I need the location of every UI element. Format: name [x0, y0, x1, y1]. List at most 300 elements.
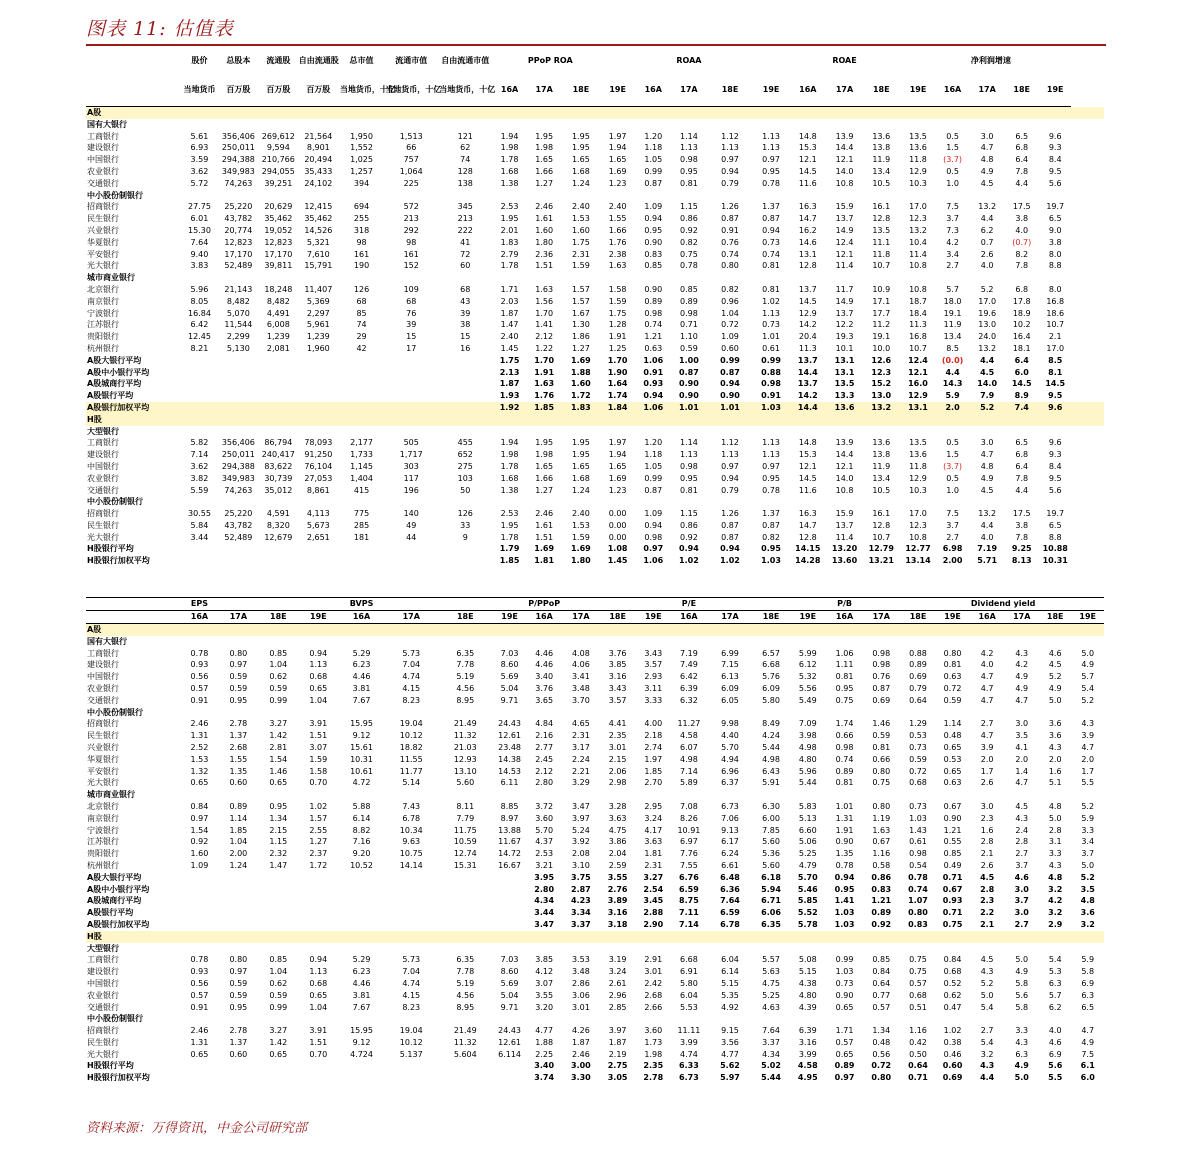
- value-cell: 5.53: [680, 1002, 698, 1012]
- value-cell: 4.5: [980, 485, 994, 495]
- value-cell: 0.57: [190, 990, 209, 1000]
- empty-cell: [1071, 237, 1104, 249]
- empty-cell: [635, 426, 672, 438]
- value-cell: 2.0: [1081, 754, 1095, 764]
- value-cell: 4.08: [571, 648, 590, 658]
- band-cell: [672, 624, 707, 636]
- value-cell: 13.1: [834, 355, 855, 365]
- value-cell: 1.02: [679, 556, 699, 566]
- value-cell: 3.63: [644, 837, 663, 847]
- value-cell: 0.95: [644, 225, 663, 235]
- band-cell: [218, 107, 259, 119]
- row-label: 光大银行: [87, 261, 119, 271]
- band-cell: [862, 414, 901, 426]
- value-cell: 0.83: [644, 249, 663, 259]
- header-top-cell: [86, 48, 181, 73]
- value-cell: 138: [457, 178, 473, 188]
- value-cell: 5.83: [798, 801, 817, 811]
- value-cell: 5.62: [720, 1061, 740, 1071]
- value-cell: [384, 555, 438, 567]
- value-cell: 0.75: [680, 249, 698, 259]
- section-label: 中小股份制银行: [87, 497, 143, 507]
- value-cell: 6.07: [680, 742, 698, 752]
- value-cell: 5.04: [500, 683, 519, 693]
- value-cell: 0.63: [943, 778, 962, 788]
- empty-cell: [259, 426, 298, 438]
- empty-cell: [339, 943, 384, 955]
- value-cell: 0.97: [721, 155, 739, 165]
- empty-cell: [218, 707, 259, 719]
- row-label: 华夏银行: [87, 237, 119, 247]
- value-cell: 1.85: [527, 402, 562, 414]
- value-cell: 11.9: [872, 461, 891, 471]
- value-cell: 5.80: [762, 695, 780, 705]
- value-cell: 1.95: [535, 131, 554, 141]
- value-cell: 6.59: [720, 908, 740, 918]
- row-label: 北京银行: [87, 801, 119, 811]
- value-cell: 7.14: [190, 450, 209, 460]
- value-cell: 5.9: [1081, 955, 1095, 965]
- empty-cell: [1071, 201, 1104, 213]
- empty-cell: [1071, 260, 1104, 272]
- value-cell: 72: [460, 249, 471, 259]
- value-cell: 83,622: [264, 461, 293, 471]
- header-sub-cell: 16A: [672, 611, 707, 624]
- figure-title: 图表 11: 估值表: [86, 18, 234, 40]
- empty-cell: [218, 496, 259, 508]
- value-cell: 4.7: [1081, 742, 1095, 752]
- empty-cell: [181, 636, 218, 648]
- value-cell: [438, 367, 492, 379]
- value-cell: 4.1: [1015, 742, 1029, 752]
- empty-cell: [754, 496, 789, 508]
- band-cell: [672, 414, 707, 426]
- value-cell: 3.21: [535, 860, 554, 870]
- value-cell: 4.7: [1081, 1026, 1095, 1036]
- value-cell: 0.87: [721, 520, 739, 530]
- value-cell: 1.90: [607, 367, 628, 377]
- value-cell: 3.18: [607, 919, 628, 929]
- value-cell: 3.41: [571, 672, 590, 682]
- value-cell: 0.99: [835, 955, 854, 965]
- empty-cell: [862, 943, 901, 955]
- value-cell: 0.00: [608, 509, 627, 519]
- value-cell: 3.40: [534, 1061, 555, 1071]
- empty-cell: [561, 426, 600, 438]
- header-sub-cell: 18E: [862, 73, 901, 107]
- value-cell: 1.65: [535, 155, 554, 165]
- bank-row: [86, 1049, 1104, 1061]
- empty-cell: [339, 190, 384, 202]
- empty-cell: [754, 707, 789, 719]
- value-cell: 3.76: [608, 648, 627, 658]
- value-cell: 2.45: [535, 754, 554, 764]
- bank-row: [86, 1025, 1104, 1037]
- value-cell: 3.37: [762, 1037, 780, 1047]
- value-cell: 2.1: [980, 849, 994, 859]
- value-cell: 13.5: [872, 225, 891, 235]
- empty-cell: [862, 636, 901, 648]
- value-cell: 4.4: [1015, 178, 1029, 188]
- header-sub-cell: 17A: [970, 73, 1005, 107]
- section-row: [86, 636, 1104, 648]
- value-cell: 6.30: [762, 801, 780, 811]
- value-cell: 9.40: [190, 249, 209, 259]
- value-cell: 10.88: [1042, 544, 1068, 554]
- band-cell: [827, 107, 862, 119]
- value-cell: 5.99: [798, 648, 817, 658]
- value-cell: 2.7: [980, 1026, 994, 1036]
- value-cell: 5.2: [1048, 672, 1062, 682]
- value-cell: 1.87: [499, 379, 520, 389]
- bank-row: [86, 201, 1104, 213]
- value-cell: 43: [460, 296, 471, 306]
- value-cell: 10.3: [909, 485, 927, 495]
- empty-cell: [1071, 154, 1104, 166]
- value-cell: 0.52: [943, 978, 962, 988]
- value-cell: 9.5: [1048, 166, 1062, 176]
- value-cell: 6.68: [762, 660, 780, 670]
- empty-cell: [1071, 131, 1104, 143]
- value-cell: 6.43: [762, 766, 780, 776]
- value-cell: 10.12: [399, 731, 423, 741]
- value-cell: 1.0: [946, 178, 959, 188]
- band-cell: [1071, 624, 1104, 636]
- value-cell: 0.91: [190, 1002, 209, 1012]
- value-cell: 0.78: [680, 261, 698, 271]
- value-cell: 0.68: [943, 967, 962, 977]
- value-cell: 6.04: [680, 990, 698, 1000]
- header-sub-cell: 19E: [600, 73, 635, 107]
- value-cell: 1.73: [644, 1037, 663, 1047]
- value-cell: 14.7: [798, 214, 817, 224]
- value-cell: 0.69: [942, 1073, 963, 1083]
- value-cell: 14.28: [795, 556, 821, 566]
- value-cell: 0.5: [946, 166, 959, 176]
- value-cell: 1.68: [571, 166, 590, 176]
- value-cell: 13.4: [872, 473, 891, 483]
- row-label: 交通银行: [87, 1002, 119, 1012]
- value-cell: 3.0: [980, 438, 994, 448]
- bank-row: [86, 813, 1104, 825]
- value-cell: 0.97: [834, 1073, 855, 1083]
- value-cell: 0.5: [946, 131, 959, 141]
- value-cell: 11.8: [872, 249, 891, 259]
- value-cell: 5.0: [1048, 813, 1062, 823]
- value-cell: 0.97: [229, 660, 248, 670]
- value-cell: 3.16: [607, 908, 628, 918]
- empty-cell: [827, 272, 862, 284]
- value-cell: 24,102: [304, 178, 333, 188]
- value-cell: 6.11: [500, 778, 519, 788]
- value-cell: 292: [403, 225, 419, 235]
- value-cell: 14.4: [797, 367, 818, 377]
- value-cell: 2.35: [608, 731, 627, 741]
- value-cell: 1.84: [600, 402, 635, 414]
- value-cell: 1.61: [535, 520, 554, 530]
- value-cell: 0.75: [909, 967, 927, 977]
- value-cell: 0.97: [229, 967, 248, 977]
- section-row: [86, 943, 1104, 955]
- value-cell: 17.0: [1046, 343, 1065, 353]
- value-cell: 1.10: [680, 332, 698, 342]
- value-cell: 3.16: [798, 1037, 817, 1047]
- value-cell: 1.7: [1081, 766, 1095, 776]
- value-cell: [259, 1072, 298, 1084]
- header-top-cell: [298, 598, 339, 611]
- value-cell: 6.96: [721, 766, 739, 776]
- value-cell: [298, 402, 339, 414]
- value-cell: 3.4: [1081, 837, 1095, 847]
- value-cell: 1.66: [535, 473, 554, 483]
- header-sub-cell: 百万股: [259, 73, 298, 107]
- value-cell: 1.01: [706, 402, 754, 414]
- value-cell: 4.4: [980, 520, 994, 530]
- value-cell: 13.7: [835, 308, 854, 318]
- band-cell: [384, 624, 438, 636]
- value-cell: 12.1: [798, 155, 817, 165]
- value-cell: 6.35: [456, 648, 475, 658]
- row-label: A股大银行平均: [87, 355, 142, 365]
- row-label: 光大银行: [87, 1049, 119, 1059]
- value-cell: 1,239: [266, 332, 290, 342]
- empty-cell: [1039, 190, 1071, 202]
- value-cell: 1.69: [571, 544, 591, 554]
- value-cell: 13.1: [798, 249, 817, 259]
- empty-cell: [827, 943, 862, 955]
- value-cell: 5.61: [190, 131, 209, 141]
- value-cell: 2.04: [608, 849, 627, 859]
- band-cell: [298, 931, 339, 943]
- value-cell: 1.60: [190, 849, 209, 859]
- value-cell: 17.0: [909, 509, 927, 519]
- market-label: H股: [86, 931, 181, 943]
- bank-row: [86, 718, 1104, 730]
- value-cell: 0.60: [942, 1061, 963, 1071]
- value-cell: 4.74: [402, 978, 421, 988]
- value-cell: 3.97: [571, 813, 590, 823]
- value-cell: 1.72: [309, 860, 328, 870]
- value-cell: 3.72: [535, 801, 554, 811]
- empty-cell: [1071, 390, 1104, 402]
- value-cell: 35,462: [304, 214, 333, 224]
- value-cell: 9.20: [352, 849, 371, 859]
- value-cell: 4.0: [980, 261, 994, 271]
- value-cell: 1.95: [571, 143, 590, 153]
- value-cell: [384, 895, 438, 907]
- value-cell: 14.4: [788, 402, 827, 414]
- value-cell: 4.4: [980, 1073, 995, 1083]
- value-cell: 4.41: [608, 719, 627, 729]
- band-cell: [438, 931, 492, 943]
- header-top-cell: [706, 598, 754, 611]
- empty-cell: [561, 496, 600, 508]
- value-cell: [181, 402, 218, 414]
- value-cell: [339, 378, 384, 390]
- empty-cell: [754, 272, 789, 284]
- value-cell: 0.87: [679, 367, 699, 377]
- value-cell: 250,011: [221, 450, 255, 460]
- empty-cell: [438, 1013, 492, 1025]
- header-top-cell: [788, 598, 827, 611]
- empty-cell: [1071, 473, 1104, 485]
- value-cell: 4.9: [980, 473, 994, 483]
- value-cell: 19.04: [399, 719, 423, 729]
- value-cell: 0.96: [721, 296, 739, 306]
- value-cell: 652: [457, 450, 473, 460]
- value-cell: [218, 390, 259, 402]
- value-cell: 0.88: [909, 648, 927, 658]
- value-cell: 225: [403, 178, 419, 188]
- value-cell: 1.16: [909, 1026, 927, 1036]
- value-cell: 27,053: [304, 473, 333, 483]
- band-cell: [527, 107, 562, 119]
- value-cell: 0.60: [721, 343, 739, 353]
- value-cell: 250,011: [221, 143, 255, 153]
- value-cell: 0.89: [644, 296, 663, 306]
- value-cell: 1.00: [679, 355, 699, 365]
- value-cell: 3.85: [535, 955, 554, 965]
- band-cell: [827, 931, 862, 943]
- section-label: 城市商业银行: [87, 790, 135, 800]
- band-cell: [935, 624, 970, 636]
- row-label: 华夏银行: [87, 754, 119, 764]
- value-cell: 12.79: [868, 544, 894, 554]
- value-cell: 8.0: [1048, 284, 1062, 294]
- value-cell: [438, 543, 492, 555]
- value-cell: 0.73: [762, 237, 780, 247]
- bank-row: [86, 801, 1104, 813]
- value-cell: 17.5: [1012, 509, 1031, 519]
- value-cell: 0.89: [680, 296, 698, 306]
- value-cell: 6.60: [798, 825, 817, 835]
- row-label: 工商银行: [87, 131, 119, 141]
- value-cell: [218, 402, 259, 414]
- value-cell: 12.2: [835, 320, 854, 330]
- value-cell: 4.38: [798, 978, 817, 988]
- empty-cell: [600, 707, 635, 719]
- value-cell: 1.63: [872, 825, 891, 835]
- value-cell: 4.46: [352, 672, 371, 682]
- value-cell: 4.5: [1015, 801, 1029, 811]
- header-sub-cell: 19E: [298, 611, 339, 624]
- value-cell: 1.98: [535, 143, 554, 153]
- band-cell: [492, 624, 527, 636]
- value-cell: 0.65: [309, 990, 328, 1000]
- value-cell: 0.81: [762, 284, 780, 294]
- empty-cell: [1071, 142, 1104, 154]
- row-label: 建设银行: [87, 967, 119, 977]
- header-top-row: [86, 48, 1104, 73]
- empty-cell: [754, 426, 789, 438]
- value-cell: 10.1: [835, 343, 854, 353]
- empty-cell: [492, 119, 527, 131]
- value-cell: 6.5: [1015, 438, 1029, 448]
- value-cell: 1.94: [608, 450, 627, 460]
- value-cell: 14.5: [798, 296, 817, 306]
- value-cell: (3.7): [943, 461, 963, 471]
- value-cell: 0.90: [835, 837, 854, 847]
- empty-cell: [1071, 532, 1104, 544]
- value-cell: 1.24: [571, 178, 590, 188]
- value-cell: 1.13: [762, 308, 780, 318]
- value-cell: 4.6: [1048, 648, 1062, 658]
- value-cell: 1.63: [535, 284, 554, 294]
- value-cell: 6.0: [1080, 1073, 1095, 1083]
- market-band-row: [86, 624, 1104, 636]
- value-cell: [259, 919, 298, 931]
- value-cell: 5.84: [190, 520, 209, 530]
- value-cell: 0.78: [190, 955, 209, 965]
- value-cell: 3.2: [1048, 884, 1063, 894]
- empty-cell: [1039, 789, 1071, 801]
- bank-row: [86, 178, 1104, 190]
- band-cell: [1039, 414, 1071, 426]
- value-cell: [259, 895, 298, 907]
- value-cell: 0.70: [309, 778, 328, 788]
- market-band-row: [86, 107, 1104, 119]
- value-cell: 0.99: [720, 355, 740, 365]
- value-cell: [218, 895, 259, 907]
- value-cell: 68: [460, 284, 471, 294]
- value-cell: 4.74: [680, 1049, 698, 1059]
- band-cell: [1071, 414, 1104, 426]
- average-row: [86, 907, 1104, 919]
- value-cell: [492, 895, 527, 907]
- empty-cell: [635, 636, 672, 648]
- value-cell: 1.04: [229, 837, 248, 847]
- value-cell: 2.7: [980, 719, 994, 729]
- value-cell: 4.26: [571, 1026, 590, 1036]
- empty-cell: [862, 707, 901, 719]
- value-cell: 16.2: [798, 225, 817, 235]
- value-cell: 0.79: [909, 683, 927, 693]
- value-cell: [259, 367, 298, 379]
- value-cell: 6.36: [720, 884, 740, 894]
- value-cell: 0.53: [943, 754, 962, 764]
- value-cell: 694: [353, 202, 370, 212]
- value-cell: 1.98: [535, 450, 554, 460]
- value-cell: 0.90: [720, 391, 740, 401]
- bank-row: [86, 154, 1104, 166]
- bank-row: [86, 954, 1104, 966]
- value-cell: [339, 919, 384, 931]
- empty-cell: [298, 636, 339, 648]
- value-cell: [259, 884, 298, 896]
- value-cell: 14.72: [498, 849, 522, 859]
- value-cell: 3.0: [980, 801, 994, 811]
- average-row: [86, 390, 1104, 402]
- empty-cell: [935, 707, 970, 719]
- empty-cell: [754, 789, 789, 801]
- value-cell: 0.80: [871, 1073, 892, 1083]
- value-cell: 1.87: [608, 1037, 627, 1047]
- value-cell: 0.94: [644, 214, 663, 224]
- value-cell: 1.59: [571, 261, 590, 271]
- empty-cell: [862, 272, 901, 284]
- header-sub-cell: 当地货币，十亿: [339, 73, 384, 107]
- empty-cell: [1071, 190, 1104, 202]
- value-cell: 6.9: [1048, 1049, 1062, 1059]
- empty-cell: [788, 496, 827, 508]
- value-cell: 0.78: [762, 485, 780, 495]
- value-cell: 4.0: [1048, 1026, 1062, 1036]
- value-cell: [181, 390, 218, 402]
- value-cell: 30,739: [264, 473, 293, 483]
- empty-cell: [259, 707, 298, 719]
- value-cell: 6.3: [1048, 978, 1062, 988]
- band-cell: [970, 624, 1005, 636]
